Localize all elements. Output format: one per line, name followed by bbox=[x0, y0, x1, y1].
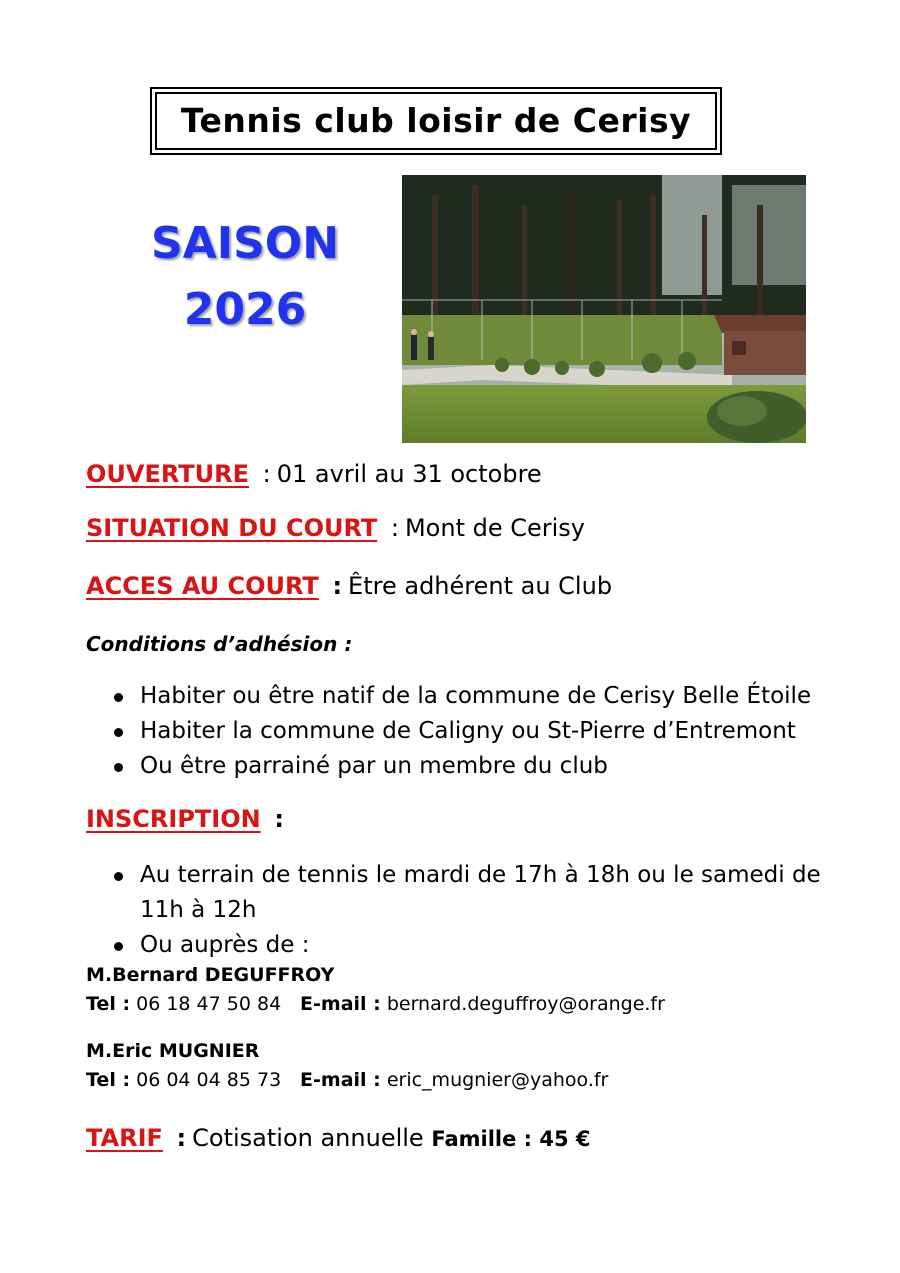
list-item bbox=[112, 858, 821, 928]
tel-value: 06 18 47 50 84 bbox=[136, 993, 282, 1015]
contact-line bbox=[86, 1069, 608, 1091]
tel-label: Tel : bbox=[86, 1069, 131, 1091]
list-item-continuation: 11h à 12h bbox=[140, 897, 257, 923]
tarif-row bbox=[86, 1124, 591, 1152]
acces-row bbox=[86, 572, 612, 600]
tarif-text: Cotisation annuelle bbox=[192, 1124, 424, 1152]
list-item-text: Au terrain de tennis le mardi de 17h à 18h ou le samedi de bbox=[140, 862, 821, 888]
ouverture-row bbox=[86, 460, 542, 488]
acces-value: Être adhérent au Club bbox=[348, 572, 613, 600]
conditions-heading: Conditions d’adhésion : bbox=[86, 632, 353, 656]
acces-label: ACCES AU COURT bbox=[86, 572, 319, 600]
email-link[interactable]: eric_mugnier@yahoo.fr bbox=[386, 1069, 609, 1091]
saison-label: SAISON bbox=[150, 218, 340, 269]
list-item: Habiter la commune de Caligny ou St-Pierre d’Entremont bbox=[112, 714, 811, 749]
saison-year: 2026 bbox=[183, 284, 307, 335]
tennis-court-illustration bbox=[402, 175, 806, 443]
ouverture-value: 01 avril au 31 octobre bbox=[276, 460, 542, 488]
inscription-sep: : bbox=[274, 805, 284, 833]
situation-label: SITUATION DU COURT bbox=[86, 514, 378, 542]
contact-line bbox=[86, 993, 665, 1015]
tarif-price: Famille : 45 € bbox=[431, 1127, 591, 1151]
inscription-row bbox=[86, 805, 290, 833]
tennis-court-photo bbox=[402, 175, 806, 443]
acces-sep: : bbox=[332, 572, 343, 600]
title-box bbox=[150, 87, 722, 155]
contact-name: M.Bernard DEGUFFROY bbox=[86, 964, 335, 986]
tarif-label: TARIF bbox=[86, 1124, 163, 1152]
contact-name: M.Eric MUGNIER bbox=[86, 1040, 260, 1062]
email-label: E-mail : bbox=[300, 1069, 381, 1091]
situation-value: Mont de Cerisy bbox=[404, 514, 586, 542]
email-label: E-mail : bbox=[300, 993, 381, 1015]
inscription-list bbox=[112, 858, 821, 963]
situation-row bbox=[86, 514, 585, 542]
tarif-sep: : bbox=[176, 1124, 187, 1152]
inscription-label: INSCRIPTION bbox=[86, 805, 261, 833]
list-item: Ou être parrainé par un membre du club bbox=[112, 749, 811, 784]
situation-sep: : bbox=[390, 514, 399, 542]
ouverture-sep: : bbox=[262, 460, 271, 488]
tel-label: Tel : bbox=[86, 993, 131, 1015]
list-item: Ou auprès de : bbox=[112, 928, 821, 963]
list-item: Habiter ou être natif de la commune de Cerisy Belle Étoile bbox=[112, 679, 811, 714]
conditions-list bbox=[112, 679, 811, 784]
page-title: Tennis club loisir de Cerisy bbox=[180, 101, 692, 140]
email-link[interactable]: bernard.deguffroy@orange.fr bbox=[386, 993, 665, 1015]
tel-value: 06 04 04 85 73 bbox=[136, 1069, 282, 1091]
ouverture-label: OUVERTURE bbox=[86, 460, 249, 488]
